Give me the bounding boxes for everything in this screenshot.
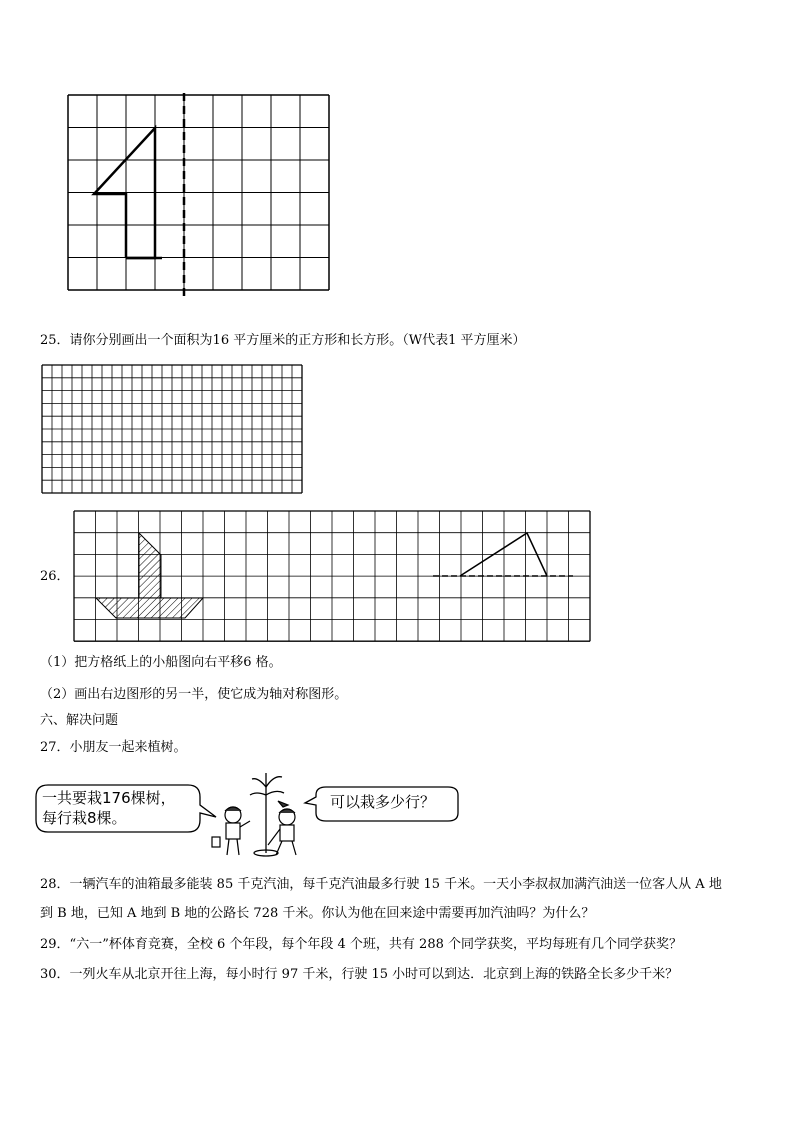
q26-sub1: （1）把方格纸上的小船图向右平移6 格。 [40,655,282,670]
q30-text: 一列火车从北京开往上海，每小时行 97 千米，行驶 15 小时可以到达．北京到上海的铁路全长多少千米？ [69,967,679,982]
q27-bubble-left-line1: 一共要栽176棵树， [42,789,176,807]
q26-boat-hull [96,598,203,618]
q27-bubble-left-line2: 每行栽8棵。 [42,809,127,827]
q27-child-left [212,807,250,855]
q28-line1: 一辆汽车的油箱最多能装 85 千克汽油，每千克汽油最多行驶 15 千米。一天小李叔叔加满汽油送一位客人从 A 地 [69,877,722,892]
q24-grid-figure [0,0,794,320]
q26-grid-figure [0,500,794,650]
q25-number: 25． [40,333,70,348]
q25-grid [0,360,794,500]
q27-text: 小朋友一起来植树。 [69,740,187,755]
q25-text: 请你分别画出一个面积为16 平方厘米的正方形和长方形。（W代表1 平方厘米） [69,333,526,348]
q27-bubble-right-text: 可以栽多少行？ [330,793,436,811]
q29-text: “六一”杯体育竞赛，全校 6 个年段，每个年段 4 个班，共有 288 个同学获奖，平均每班有几个同学获奖？ [69,937,682,952]
q27-number: 27． [40,740,70,755]
q26-sub2: （2）画出右边图形的另一半，使它成为轴对称图形。 [40,687,348,702]
q28-line2: 到 B 地，已知 A 地到 B 地的公路长 728 千米。你认为他在回来途中需要再加汽油吗？为什么？ [40,906,595,921]
q26-number: 26． [40,569,70,584]
section6-title: 六、解决问题 [40,713,119,728]
q30-number: 30． [40,967,70,982]
q28-number: 28． [40,877,70,892]
q29-number: 29． [40,937,70,952]
q26-boat-sail [139,533,161,598]
q27-child-right [268,801,296,855]
q24-grid [68,95,329,290]
